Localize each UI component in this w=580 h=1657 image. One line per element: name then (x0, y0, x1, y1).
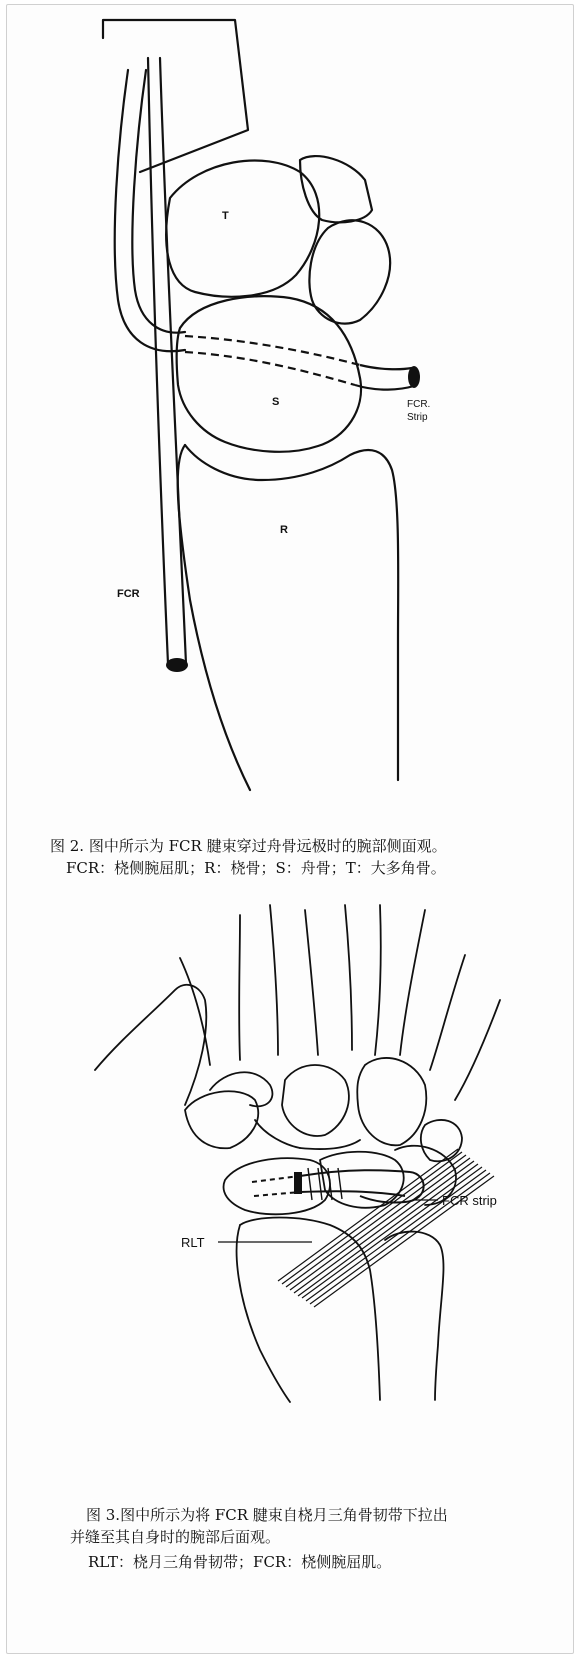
carpal-inner-2 (300, 1140, 360, 1149)
figure-3-drawing (0, 900, 580, 1500)
metacarpal-3b (305, 910, 318, 1055)
fcr-strip-loop-inner (132, 70, 185, 333)
metacarpal-4b (375, 905, 381, 1055)
figure-2-caption-line1: 图 2. 图中所示为 FCR 腱束穿过舟骨远极时的腕部侧面观。 (50, 837, 447, 855)
label-radius: R (280, 524, 288, 536)
carpal-trapezium (185, 1091, 258, 1148)
carpal-capitate (282, 1065, 349, 1136)
fcr-strip-exit-lower (355, 385, 414, 390)
label-fcr: FCR (117, 588, 140, 600)
carpal-trapezoid (210, 1072, 272, 1106)
label-fcr-strip-line2: Strip (407, 412, 428, 423)
fcr3-strip-dashed-2 (254, 1192, 300, 1196)
carpal-scaphoid (224, 1158, 330, 1214)
fcr-strip-exit-upper (360, 365, 412, 369)
radius-left-edge (178, 445, 250, 790)
fcr3-strip-end (294, 1172, 302, 1194)
fcr3-strip-dashed (252, 1176, 300, 1182)
metacarpal-2b (239, 915, 240, 1060)
figure-3-caption-line1: 图 3.图中所示为将 FCR 腱束自桡月三角骨韧带下拉出 (86, 1506, 448, 1524)
label-rlt: RLT (181, 1235, 205, 1250)
metacarpal-4a (345, 905, 352, 1050)
label-scaphoid: S (272, 396, 280, 408)
trapezoid-bone (309, 220, 390, 323)
fcr-strip-end (408, 366, 420, 388)
label-fcr-strip: FCR strip (442, 1193, 497, 1208)
metacarpal-5b (430, 955, 465, 1070)
fcr3-strip-lower (300, 1191, 405, 1196)
figure-3-caption-line3: RLT：桡月三角骨韧带；FCR：桡侧腕屈肌。 (88, 1553, 392, 1571)
fcr-tendon-end (166, 658, 188, 672)
figure-2-caption-line2: FCR：桡侧腕屈肌；R：桡骨；S：舟骨；T：大多角骨。 (66, 859, 446, 877)
upper-right-bone (300, 156, 372, 222)
metacarpal-5c (455, 1000, 500, 1100)
scaphoid-bone (177, 296, 361, 452)
fcr-strip-dashed-upper (185, 336, 360, 365)
fcr3-strip-upper (300, 1170, 410, 1176)
carpal-inner-1 (255, 1120, 300, 1148)
rlt-ligament (278, 1149, 494, 1307)
label-trapezium: T (222, 210, 229, 222)
metacarpal-1 (95, 985, 206, 1105)
figure-3-caption-line2: 并缝至其自身时的腕部后面观。 (70, 1528, 281, 1546)
metacarpal-3a (270, 905, 278, 1055)
radius-bone (185, 445, 398, 780)
metacarpal-5a (400, 910, 425, 1055)
label-fcr-strip-line1: FCR. (407, 399, 431, 410)
ulna-bone (385, 1232, 443, 1400)
trapezium-bone (166, 160, 319, 296)
fcr-tendon-left (148, 58, 168, 664)
radius-left (237, 1225, 290, 1402)
carpal-pisiform (421, 1120, 462, 1161)
carpal-hamate (357, 1058, 426, 1145)
